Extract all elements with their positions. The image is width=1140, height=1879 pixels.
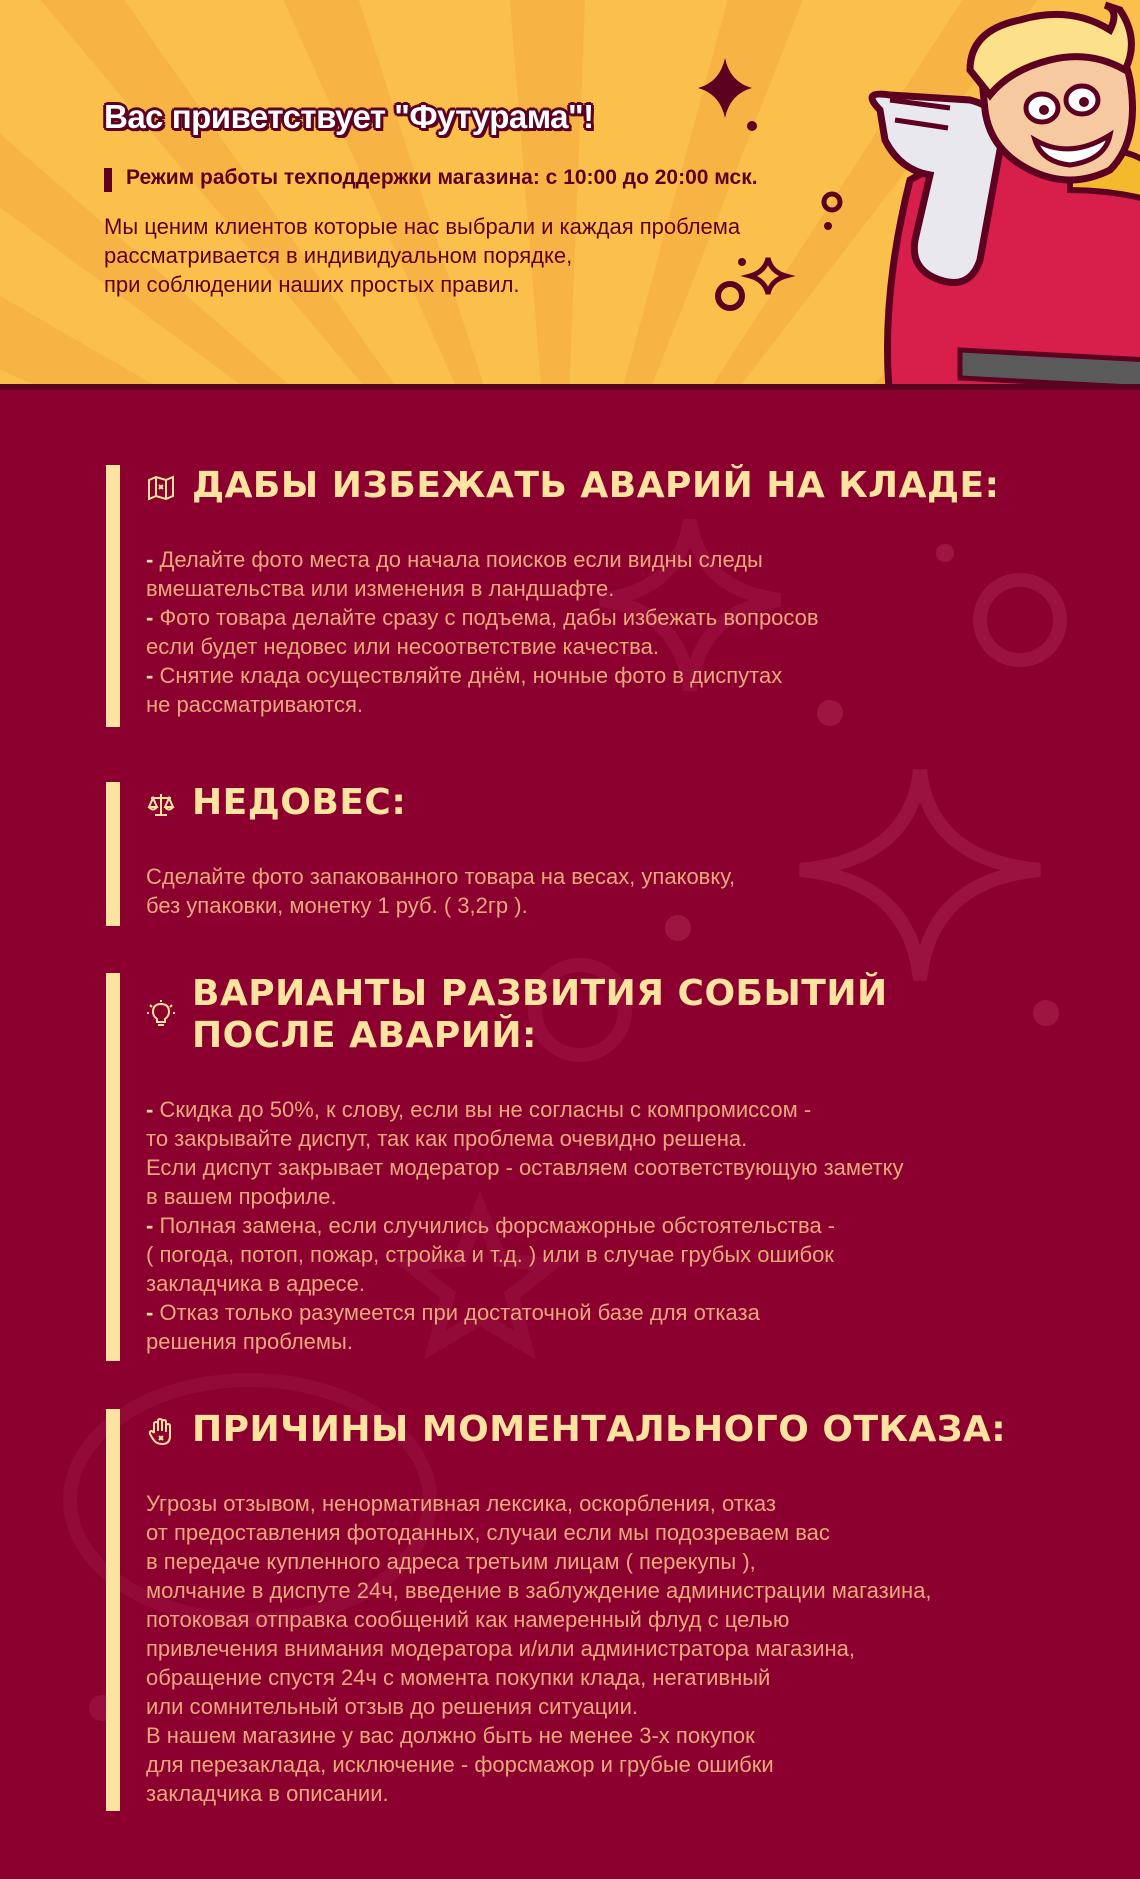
- body-line: или сомнительный отзыв до решения ситуации.: [146, 1694, 638, 1719]
- body-line: - Делайте фото места до начала поисков если видны следы: [146, 547, 763, 572]
- body-line: в передаче купленного адреса третьим лицам ( перекупы ),: [146, 1549, 756, 1574]
- section-body: [146, 1095, 903, 1356]
- body-line: - Полная замена, если случились форсмажорные обстоятельства -: [146, 1213, 836, 1238]
- section-body: [146, 545, 819, 719]
- section-title: [192, 1409, 1006, 1451]
- support-hours: Режим работы техподдержки магазина: с 10:00 до 20:00 мск.: [104, 166, 758, 190]
- map-icon: [146, 473, 176, 503]
- body-line: для перезаклада, исключение - форсмажор и грубые ошибки: [146, 1752, 774, 1777]
- section-heading: [146, 973, 888, 1057]
- body-line: без упаковки, монетку 1 руб. ( 3,2гр ).: [146, 893, 528, 918]
- section-title: [192, 782, 406, 824]
- section-heading: [146, 1409, 1006, 1451]
- section-heading: [146, 782, 406, 824]
- header-banner: [0, 0, 1140, 390]
- body-line: Сделайте фото запакованного товара на весах, упаковку,: [146, 864, 736, 889]
- body-line: ( погода, потоп, пожар, стройка и т.д. ) или в случае грубых ошибок: [146, 1242, 834, 1267]
- section-underweight: [106, 782, 1006, 926]
- section-heading: [146, 465, 1000, 507]
- body-line: обращение спустя 24ч с момента покупки клада, негативный: [146, 1665, 771, 1690]
- body-line: если будет недовес или несоответствие качества.: [146, 634, 659, 659]
- body-line: решения проблемы.: [146, 1329, 353, 1354]
- body-line: закладчика в адресе.: [146, 1271, 366, 1296]
- intro-line: при соблюдении наших простых правил.: [104, 272, 520, 297]
- section-title-line: НЕДОВЕС:: [192, 782, 407, 823]
- section-outcomes: [106, 973, 1006, 1361]
- body-line: вмешательства или изменения в ландшафте.: [146, 576, 615, 601]
- section-title-line: ДАБЫ ИЗБЕЖАТЬ АВАРИЙ НА КЛАДЕ:: [192, 465, 1000, 506]
- body-line: то закрывайте диспут, так как проблема очевидно решена.: [146, 1126, 748, 1151]
- body-line: закладчика в описании.: [146, 1781, 389, 1806]
- section-title-line: ПОСЛЕ АВАРИЙ:: [192, 1015, 537, 1056]
- dot-icon: [747, 121, 757, 131]
- scales-icon: [146, 790, 176, 820]
- section-title-line: ПРИЧИНЫ МОМЕНТАЛЬНОГО ОТКАЗА:: [192, 1409, 1007, 1450]
- body-line: - Снятие клада осуществляйте днём, ночные фото в диспутах: [146, 663, 783, 688]
- section-title: [192, 465, 1000, 507]
- body-line: в вашем профиле.: [146, 1184, 337, 1209]
- body-line: молчание в диспуте 24ч, введение в заблуждение администрации магазина,: [146, 1578, 932, 1603]
- body-line: от предоставления фотоданных, случаи если мы подозреваем вас: [146, 1520, 830, 1545]
- body-line: Угрозы отзывом, ненормативная лексика, оскорбления, отказ: [146, 1491, 776, 1516]
- character-illustration: [820, 0, 1140, 390]
- body-line: не рассматриваются.: [146, 692, 363, 717]
- body-line: - Фото товара делайте сразу с подъема, дабы избежать вопросов: [146, 605, 819, 630]
- body-line: потоковая отправка сообщений как намеренный флуд с целью: [146, 1607, 790, 1632]
- section-body: [146, 862, 735, 920]
- body-line: В нашем магазине у вас должно быть не менее 3-х покупок: [146, 1723, 755, 1748]
- section-avoid-accidents: [106, 465, 1006, 727]
- section-title-line: ВАРИАНТЫ РАЗВИТИЯ СОБЫТИЙ: [192, 973, 888, 1014]
- lightbulb-icon: [146, 999, 176, 1029]
- section-title: [192, 973, 888, 1057]
- body-line: - Отказ только разумеется при достаточной базе для отказа: [146, 1300, 760, 1325]
- intro-line: Мы ценим клиентов которые нас выбрали и каждая проблема: [104, 214, 741, 239]
- body-line: Если диспут закрывает модератор - оставляем соответствующую заметку: [146, 1155, 904, 1180]
- body-line: привлечения внимания модератора и/или администратора магазина,: [146, 1636, 855, 1661]
- welcome-title: Вас приветствует "Футурама"!: [104, 98, 594, 135]
- intro-line: рассматривается в индивидуальном порядке,: [104, 243, 573, 268]
- section-body: [146, 1489, 932, 1808]
- hand-stop-icon: [146, 1417, 176, 1447]
- body-line: - Скидка до 50%, к слову, если вы не согласны с компромиссом -: [146, 1097, 812, 1122]
- intro-text: [104, 212, 824, 299]
- section-refusal-reasons: [106, 1409, 1006, 1811]
